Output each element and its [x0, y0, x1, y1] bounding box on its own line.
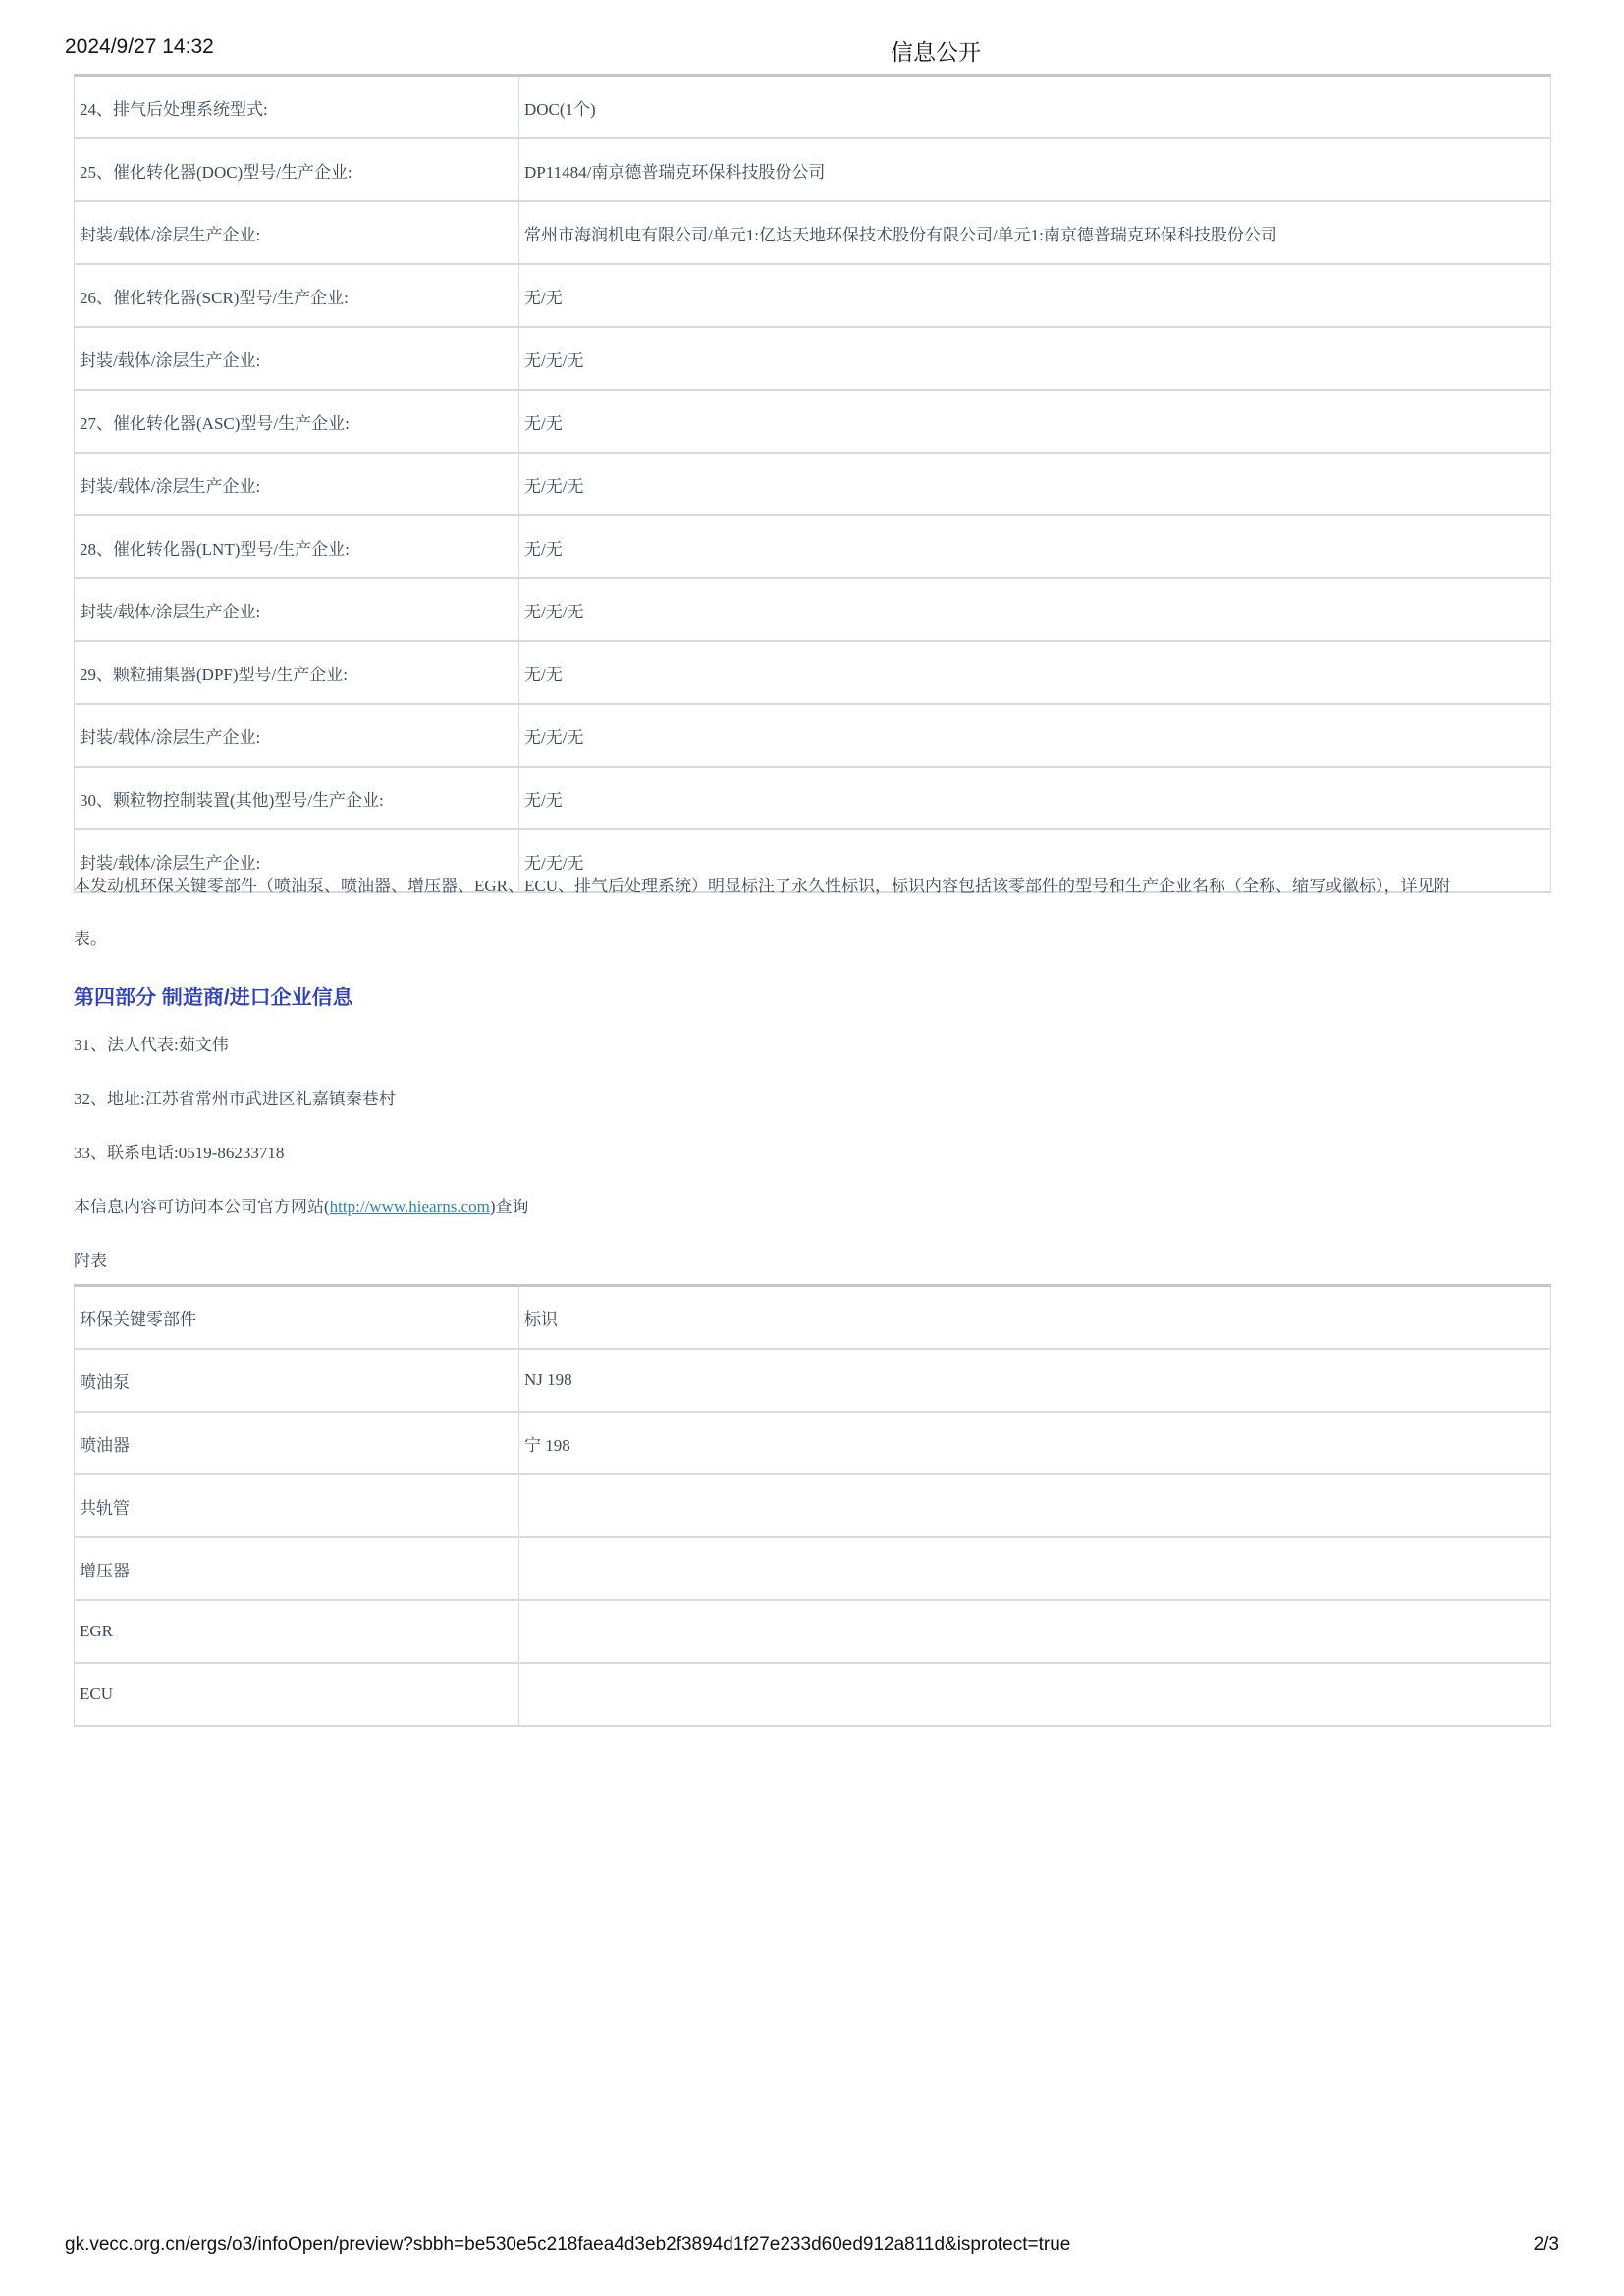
- table-row: [75, 1349, 1551, 1412]
- row-label: 封装/载体/涂层生产企业:: [75, 704, 519, 767]
- address-line: 32、地址:江苏省常州市武进区礼嘉镇秦巷村: [74, 1090, 396, 1108]
- table-row: [75, 704, 1551, 767]
- row-label: 封装/载体/涂层生产企业:: [75, 829, 519, 892]
- row-label: 封装/载体/涂层生产企业:: [75, 453, 519, 515]
- section4-heading: 第四部分 制造商/进口企业信息: [74, 987, 353, 1009]
- emission-parts-table: [74, 74, 1551, 893]
- legal-representative-line: 31、法人代表:茹文伟: [74, 1036, 229, 1054]
- table-row: [75, 138, 1551, 201]
- row-label: 封装/载体/涂层生产企业:: [75, 201, 519, 264]
- table-row: [75, 1474, 1551, 1537]
- part-name: EGR: [75, 1600, 519, 1663]
- part-name: 喷油器: [75, 1412, 519, 1474]
- row-label: 28、催化转化器(LNT)型号/生产企业:: [75, 515, 519, 578]
- part-name: ECU: [75, 1663, 519, 1726]
- row-value: 无/无: [519, 641, 1551, 704]
- table-row: [75, 515, 1551, 578]
- row-value: 无/无: [519, 515, 1551, 578]
- print-footer-page-number: 2/3: [1533, 2234, 1559, 2255]
- part-mark: [519, 1474, 1551, 1537]
- permanent-marking-note: [74, 860, 1551, 966]
- row-label: 25、催化转化器(DOC)型号/生产企业:: [75, 138, 519, 201]
- table-row: [75, 1537, 1551, 1600]
- row-value: 无/无: [519, 767, 1551, 829]
- row-label: 30、颗粒物控制装置(其他)型号/生产企业:: [75, 767, 519, 829]
- table-row: [75, 578, 1551, 641]
- appendix-label: 附表: [74, 1252, 107, 1270]
- table-row: [75, 390, 1551, 453]
- table-row: [75, 641, 1551, 704]
- part-mark: [519, 1600, 1551, 1663]
- table-row: [75, 76, 1551, 139]
- table-row: [75, 327, 1551, 390]
- row-value: DOC(1个): [519, 76, 1551, 139]
- row-value: 无/无: [519, 390, 1551, 453]
- print-header-datetime: 2024/9/27 14:32: [65, 35, 214, 58]
- part-name: 共轨管: [75, 1474, 519, 1537]
- part-mark: [519, 1663, 1551, 1726]
- part-mark: 宁 198: [519, 1412, 1551, 1474]
- print-header-title: 信息公开: [891, 39, 981, 65]
- row-label: 27、催化转化器(ASC)型号/生产企业:: [75, 390, 519, 453]
- column-header-mark: 标识: [519, 1286, 1551, 1350]
- row-label: 24、排气后处理系统型式:: [75, 76, 519, 139]
- website-line-suffix: )查询: [489, 1198, 529, 1216]
- column-header-part: 环保关键零部件: [75, 1286, 519, 1350]
- note-line-2: 表。: [74, 930, 107, 948]
- row-value: 无/无: [519, 264, 1551, 327]
- table-row: [75, 1663, 1551, 1726]
- appendix-marking-table: [74, 1284, 1551, 1727]
- part-mark: [519, 1537, 1551, 1600]
- table-row: [75, 767, 1551, 829]
- row-value: 无/无/无: [519, 829, 1551, 892]
- table-row: [75, 201, 1551, 264]
- table-row: [75, 1600, 1551, 1663]
- phone-line: 33、联系电话:0519-86233718: [74, 1144, 285, 1162]
- website-line-prefix: 本信息内容可访问本公司官方网站(: [74, 1198, 330, 1216]
- row-label: 封装/载体/涂层生产企业:: [75, 327, 519, 390]
- row-value: 无/无/无: [519, 578, 1551, 641]
- note-line-1: 本发动机环保关键零部件（喷油泵、喷油器、增压器、EGR、ECU、排气后处理系统）明显标注了永久性标识，标识内容包括该零部件的型号和生产企业名称（全称、缩写或徽标），详见附: [74, 877, 1451, 895]
- website-line: [74, 1193, 529, 1217]
- row-value: 无/无/无: [519, 704, 1551, 767]
- row-value: 无/无/无: [519, 453, 1551, 515]
- table-row: [75, 264, 1551, 327]
- table-row: [75, 1412, 1551, 1474]
- print-footer-url: gk.vecc.org.cn/ergs/o3/infoOpen/preview?sbbh=be530e5c218faea4d3eb2f3894d1f27e233d60ed912a811d&isprotect=true: [65, 2234, 1071, 2255]
- part-name: 增压器: [75, 1537, 519, 1600]
- part-name: 喷油泵: [75, 1349, 519, 1412]
- row-value: DP11484/南京德普瑞克环保科技股份公司: [519, 138, 1551, 201]
- table-row: [75, 453, 1551, 515]
- table-header-row: [75, 1286, 1551, 1350]
- company-website-link[interactable]: http://www.hiearns.com: [329, 1198, 490, 1216]
- row-label: 封装/载体/涂层生产企业:: [75, 578, 519, 641]
- row-value: 常州市海润机电有限公司/单元1:亿达天地环保技术股份有限公司/单元1:南京德普瑞克环保科技股份公司: [519, 201, 1551, 264]
- row-label: 29、颗粒捕集器(DPF)型号/生产企业:: [75, 641, 519, 704]
- part-mark: NJ 198: [519, 1349, 1551, 1412]
- row-label: 26、催化转化器(SCR)型号/生产企业:: [75, 264, 519, 327]
- row-value: 无/无/无: [519, 327, 1551, 390]
